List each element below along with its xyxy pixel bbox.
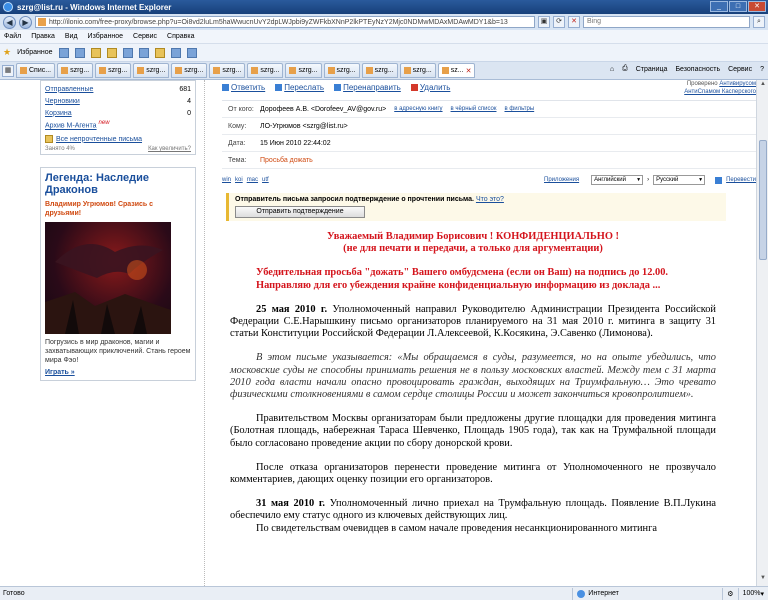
ad-subtitle: Владимир Угрюмов! Сразись с друзьями! [45,201,154,217]
scroll-down-icon[interactable]: ▼ [760,575,766,581]
page-content [0,80,756,586]
message-actions [222,80,756,94]
stop-icon[interactable]: ✕ [568,16,580,28]
paragraph-may-25: 25 мая 2010 г. Уполномоченный направил Руководителю Администрации Президента Российской Федерации С.Е.Нарышкину письмо организаторов планируемого на 31 мая 2010 г. митинга в защиту 31 статьи Конституции Российской Федерации Л.Алексеевой, К.Косякина, Э.Савенко (Лимонова). [230,303,716,340]
menu-edit[interactable]: Правка [31,33,55,40]
status-bar [0,586,768,600]
paragraph-witnesses: По свидетельствам очевидцев в самом начале проведения несанкционированного митинга [256,522,657,534]
tab-favicon-icon [289,67,296,74]
storage-usage: Занято 4% Как увеличить? [45,146,191,152]
reply-button[interactable]: Ответить [222,83,265,92]
protected-mode-icon[interactable]: ⚙ [722,588,737,600]
address-bar [0,14,768,30]
add-favorite-icon[interactable] [59,48,69,58]
target-language-select[interactable]: Русский ▼ [653,175,705,185]
browser-tab[interactable]: szrg... [324,63,360,78]
header-date: Дата: 15 Июн 2010 22:44:02 [222,135,756,152]
tab-favicon-icon [99,67,106,74]
message-body [222,231,716,535]
dragon-icon [45,222,171,334]
favorites-bar [0,44,768,62]
folder-drafts[interactable]: Черновики 4 [45,97,191,105]
menu-help[interactable]: Справка [167,33,195,40]
folder-icon[interactable] [107,48,117,58]
translate-bar: win koi mac utf Приложения Английский ▼ › Русский ▼ Перевести [222,173,756,187]
search-icon[interactable]: ⌕ [753,16,765,28]
new-badge: new [98,120,110,127]
back-button[interactable]: ◀ [3,16,16,29]
tools-menu[interactable]: Сервис [728,65,753,73]
delete-button[interactable]: Удалить [411,83,451,92]
status-text: Готово [3,590,25,597]
what-is-this-link[interactable]: Что это? [475,196,504,203]
browser-tab[interactable]: szrg... [400,63,436,78]
browser-tab[interactable]: szrg... [285,63,321,78]
close-button[interactable]: ✕ [748,1,766,12]
home-icon[interactable]: ⌂ [609,65,615,73]
read-receipt-box [226,193,726,221]
header-to: Кому: ЛО-Угрюмов <szrg@list.ru> [222,118,756,135]
paragraph-may-31: 31 мая 2010 г. Уполномоченный лично приехал на Трумфальную площадь. Появление В.П.Лукина обеспечило ему статус одного из ключевых действующих лиц. [230,498,716,522]
menu-view[interactable]: Вид [64,33,78,40]
message-date: 15 Июн 2010 22:44:02 [260,139,331,147]
tab-favicon-icon [366,67,373,74]
greeting: Уважаемый Владимир Борисович ! КОНФИДЕНЦИАЛЬНО ! [327,231,619,242]
scroll-up-icon[interactable]: ▲ [760,81,766,87]
tab-favicon-icon [442,67,449,74]
message-subject: Просьба дожать [260,156,313,164]
title-bar [0,0,768,14]
increase-storage-link[interactable]: Как увеличить? [148,146,191,152]
search-input[interactable]: Bing [583,16,750,28]
refresh-icon[interactable]: ⟳ [553,16,565,28]
quick-tabs-icon[interactable]: ▦ [2,65,14,77]
reply-icon [222,84,229,91]
source-language-select[interactable]: Английский ▼ [591,175,643,185]
menu-file[interactable]: Файл [4,33,22,40]
browser-tab[interactable]: szrg... [362,63,398,78]
request-paragraph: Убедительная просьба "дожать" Вашего омбудсмена (если он Ваш) на подпись до 12.00. [256,267,668,279]
folder-sent[interactable]: Отправленные 681 [45,85,191,93]
safety-menu[interactable]: Безопасность [675,65,721,73]
link-icon[interactable] [187,48,197,58]
link-icon[interactable] [139,48,149,58]
menu-favorites[interactable]: Избранное [87,33,124,40]
quote-paragraph: В этом письме указывается: «Мы обращаемся в суды, разумеется, но на опыте убедились, что московские суды не способны принимать решения не в пользу московских властей. Между тем с 31 марта 2010 года власти начали опасно провоцировать граждан, выходящих на Триумфальную… Это чревато физическими столкновениями в самом сердце столицы России и может закончиться кровопролитием». [230,352,716,401]
tab-favicon-icon [404,67,411,74]
favorites-button[interactable]: Избранное [17,49,53,56]
receipt-text: Отправитель письма запросил подтверждение о прочтении письма. [235,196,474,203]
info-paragraph: Направляю для его убеждения крайне конфиденциальную информацию из доклада ... [256,279,661,291]
folder-icon[interactable] [155,48,165,58]
zone-indicator: Интернет [572,588,722,600]
tab-favicon-icon [251,67,258,74]
game-ad[interactable] [40,167,196,381]
tab-favicon-icon [61,67,68,74]
forward-icon [275,84,282,91]
play-link[interactable]: Играть » [45,369,75,376]
page-menu[interactable]: Страница [635,65,668,73]
filters-link[interactable]: в фильтры [504,106,535,112]
browser-tab[interactable]: sz... ✕ [438,63,476,78]
folder-list [40,80,196,155]
close-tab-icon[interactable]: ✕ [465,67,472,75]
page-icon [38,18,46,26]
delete-icon [411,84,418,91]
envelope-icon [45,135,53,143]
tab-bar [0,62,768,80]
menu-bar [0,30,768,44]
send-receipt-button[interactable]: Отправить подтверждение [235,206,365,218]
header-from: От кого: Дорофеев А.В. <Dorofeev_AV@gov.ru> в адресную книгу в чёрный список в фильтры [222,101,756,118]
folder-icon[interactable] [91,48,101,58]
encoding-mac[interactable]: mac [246,177,259,183]
tab-favicon-icon [20,67,27,74]
encoding-win[interactable]: win [222,177,232,183]
globe-icon [577,590,585,598]
scroll-thumb[interactable] [759,140,767,260]
recipient: ЛО-Угрюмов <szrg@list.ru> [260,122,348,130]
ad-title[interactable]: Легенда: Наследие Драконов [45,172,150,196]
link-icon[interactable] [123,48,133,58]
tab-favicon-icon [328,67,335,74]
sender: Дорофеев А.В. <Dorofeev_AV@gov.ru> [260,105,387,113]
message-view [222,80,756,535]
maximize-button[interactable]: □ [729,1,747,12]
ad-description: Погрузись в мир драконов, магии и захватывающих приключений. Стань героем мира Фэо! [45,339,191,364]
dragon-ad-image[interactable] [45,222,171,334]
ie-logo-icon [3,2,13,12]
window-title: szrg@list.ru - Windows Internet Explorer [17,2,172,12]
zoom-control[interactable]: 100% ▾ [738,588,768,600]
browser-tab[interactable]: szrg... [247,63,283,78]
blacklist-link[interactable]: в чёрный список [450,106,497,112]
folder-agent-archive[interactable]: Архив М-Агента $^{new}$ [45,120,110,130]
browser-tab[interactable]: szrg... [95,63,131,78]
url-input[interactable]: http://ilonio.com/free-proxy/browse.php?u=Oi8vd2luLm5haWwucnUvY2dpLWJpbi9yZWFkbXNnP2lkPTEyNzY2Mjc0NDMwMDAxMDAwMDY1&b=13 [35,16,535,28]
browser-tab[interactable]: szrg... [57,63,93,78]
tab-favicon-icon [175,67,182,74]
translate-icon [715,177,722,184]
mail-sidebar [40,80,196,381]
browser-tab[interactable]: szrg... [133,63,169,78]
confidential-note: (не для печати и передачи, а только для аргументации) [343,243,603,255]
redirect-button[interactable]: Перенаправить [334,83,401,92]
redirect-icon [334,84,341,91]
add-to-addressbook-link[interactable]: в адресную книгу [394,106,443,112]
apps-link[interactable]: Приложения [544,177,580,183]
link-icon[interactable] [171,48,181,58]
print-icon[interactable]: ⎙ [622,65,628,72]
tab-favicon-icon [213,67,220,74]
encoding-utf[interactable]: utf [262,177,269,183]
browser-tab[interactable]: szrg... [171,63,207,78]
menu-tools[interactable]: Сервис [133,33,158,40]
tab-favicon-icon [137,67,144,74]
all-unread-link[interactable]: Все непрочтенные письма [45,135,191,143]
compat-view-icon[interactable]: ▣ [538,16,550,28]
help-icon[interactable]: ? [760,65,764,73]
folder-trash[interactable]: Корзина 0 [45,109,191,117]
antivirus-note: Проверено Антивирусом АнтиСпамом Касперского [684,81,756,95]
browser-tab[interactable]: Спис... [16,63,55,78]
collapsed-panel-strip[interactable] [204,80,216,586]
header-subject: Тема: Просьба дожать [222,152,756,169]
browser-tab[interactable]: szrg... [209,63,245,78]
encoding-koi[interactable]: koi [235,177,243,183]
star-icon: ★ [3,47,12,57]
feed-icon[interactable] [75,48,85,58]
forward-button[interactable]: Переслать [275,83,324,92]
forward-button[interactable]: ▶ [19,16,32,29]
vertical-scrollbar[interactable] [756,80,768,586]
message-headers [222,100,756,169]
paragraph-refusal: После отказа организаторов перенести проведение митинга от Уполномоченного не прозвучало комментариев, дающих оценку позиции его организаторов. [230,461,716,486]
minimize-button[interactable]: _ [710,1,728,12]
translate-button[interactable]: Перевести [726,177,756,183]
paragraph-venues: Правительством Москвы организаторам были предложены другие площадки для проведения митинга (Болотная площадь, набережная Тараса Шевченко, Площадь 1905 года), так как на Трумфальной площади было согласовано проведение акции по сбору донорской крови. [230,413,716,449]
